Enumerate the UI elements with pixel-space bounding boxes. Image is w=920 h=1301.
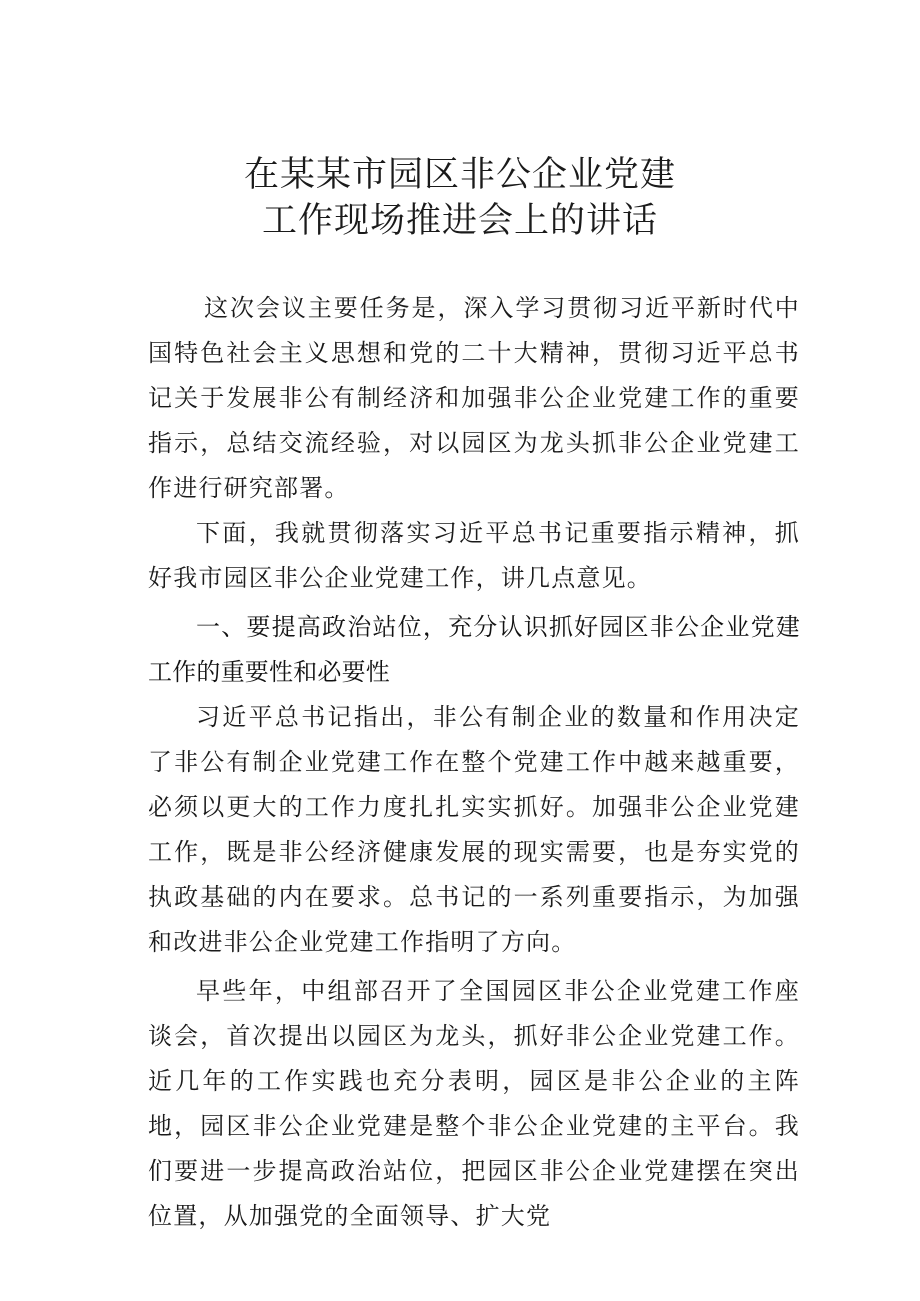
section-paragraph-2: 早些年，中组部召开了全国园区非公企业党建工作座谈会，首次提出以园区为龙头，抓好非公企业党建工作。近几年的工作实践也充分表明，园区是非公企业的主阵地，园区非公企业党建是整个非公企业党建的主平台。我们要进一步提高政治站位，把园区非公企业党建摆在突出位置，从加强党的全面领导、扩大党 <box>148 977 800 1230</box>
body-paragraph-2: 下面，我就贯彻落实习近平总书记重要指示精神，抓好我市园区非公企业党建工作，讲几点意见。 <box>148 519 800 592</box>
section-heading-1: 一、要提高政治站位，充分认识抓好园区非公企业党建工作的重要性和必要性 <box>148 613 800 686</box>
document-title-line-2: 工作现场推进会上的讲话 <box>261 201 658 241</box>
body-paragraph-1: 这次会议主要任务是，深入学习贯彻习近平新时代中国特色社会主义思想和党的二十大精神，贯彻习近平总书记关于发展非公有制经济和加强非公企业党建工作的重要指示，总结交流经验，对以园区为龙头抓非公企业党建工作进行研究部署。 <box>148 294 800 502</box>
document-title-line-1: 在某某市园区非公企业党建 <box>243 155 676 195</box>
section-paragraph-1: 习近平总书记指出，非公有制企业的数量和作用决定了非公有制企业党建工作在整个党建工作中越来越重要，必须以更大的工作力度扎扎实实抓好。加强非公企业党建工作，既是非公经济健康发展的现实需要，也是夯实党的执政基础的内在要求。总书记的一系列重要指示，为加强和改进非公企业党建工作指明了方向。 <box>148 703 800 956</box>
document-body <box>148 286 800 1239</box>
